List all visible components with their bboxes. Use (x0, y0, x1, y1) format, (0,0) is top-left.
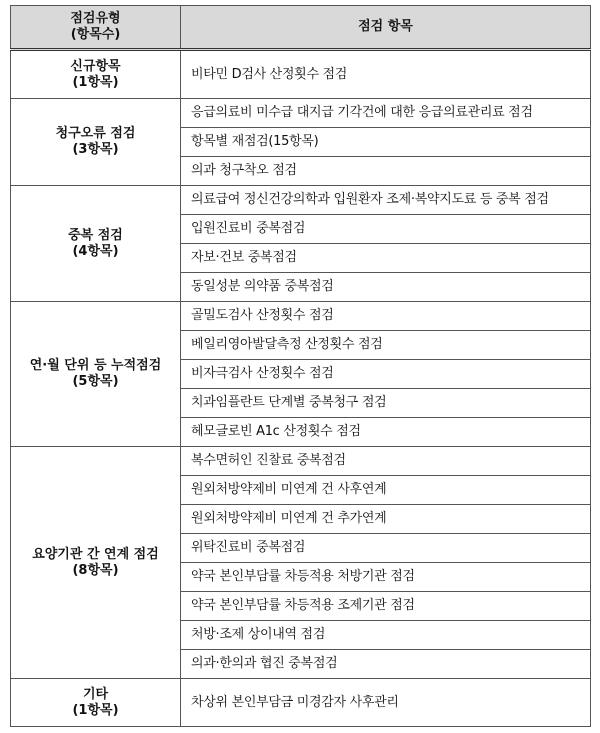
category-count: (5항목) (72, 374, 119, 389)
item-cell: 원외처방약제비 미연계 건 사후연계 (181, 476, 591, 505)
item-cell: 원외처방약제비 미연계 건 추가연계 (181, 505, 591, 534)
item-cell: 헤모글로빈 A1c 산정횟수 점검 (181, 418, 591, 447)
item-cell: 처방·조제 상이내역 점검 (181, 621, 591, 650)
item-cell: 항목별 재점검(15항목) (181, 128, 591, 157)
item-cell: 비타민 D검사 산정횟수 점검 (181, 50, 591, 99)
category-name: 청구오류 점검 (55, 126, 136, 141)
category-cell (11, 679, 181, 727)
item-cell: 의과 청구착오 점검 (181, 157, 591, 186)
header-type (11, 6, 181, 50)
item-cell: 위탁진료비 중복점검 (181, 534, 591, 563)
category-count: (4항목) (72, 243, 119, 259)
category-count: (1항목) (72, 702, 119, 718)
header-type-line1: 점검유형 (70, 11, 121, 26)
table-row (11, 447, 591, 476)
item-cell: 응급의료비 미수급 대지급 기각건에 대한 응급의료관리료 점검 (181, 99, 591, 128)
category-cell (11, 302, 181, 447)
item-cell: 자보·건보 중복점검 (181, 244, 591, 273)
table-row (11, 186, 591, 215)
item-cell: 복수면허인 진찰료 중복점검 (181, 447, 591, 476)
item-cell: 골밀도검사 산정횟수 점검 (181, 302, 591, 331)
category-name: 신규항목 (70, 58, 121, 74)
item-cell: 베일리영아발달측정 산정횟수 점검 (181, 331, 591, 360)
header-items: 점검 항목 (181, 6, 591, 50)
category-cell (11, 447, 181, 679)
header-row (11, 6, 591, 50)
item-cell: 동일성분 의약품 중복점검 (181, 273, 591, 302)
table-row (11, 679, 591, 727)
category-name: 중복 점검 (68, 227, 123, 243)
item-cell: 치과임플란트 단계별 중복청구 점검 (181, 389, 591, 418)
table-row (11, 99, 591, 128)
category-name: 기타 (82, 686, 109, 702)
table-row (11, 302, 591, 331)
header-type-line2: (항목수) (70, 27, 121, 42)
item-cell: 약국 본인부담률 차등적용 조제기관 점검 (181, 592, 591, 621)
category-cell (11, 50, 181, 99)
item-cell: 입원진료비 중복점검 (181, 215, 591, 244)
item-cell: 의과·한의과 협진 중복점검 (181, 650, 591, 679)
category-name: 요양기관 간 연계 점검 (32, 546, 159, 562)
category-name: 연·월 단위 등 누적점검 (29, 358, 162, 373)
table-row (11, 50, 591, 99)
category-count: (8항목) (72, 562, 119, 578)
item-cell: 차상위 본인부담금 미경감자 사후관리 (181, 679, 591, 727)
category-count: (3항목) (72, 142, 119, 157)
inspection-table (10, 5, 591, 727)
category-cell (11, 186, 181, 302)
item-cell: 비자극검사 산정횟수 점검 (181, 360, 591, 389)
item-cell: 약국 본인부담률 차등적용 처방기관 점검 (181, 563, 591, 592)
category-count: (1항목) (72, 74, 119, 90)
category-cell (11, 99, 181, 186)
item-cell: 의료급여 정신건강의학과 입원환자 조제·복약지도료 등 중복 점검 (181, 186, 591, 215)
